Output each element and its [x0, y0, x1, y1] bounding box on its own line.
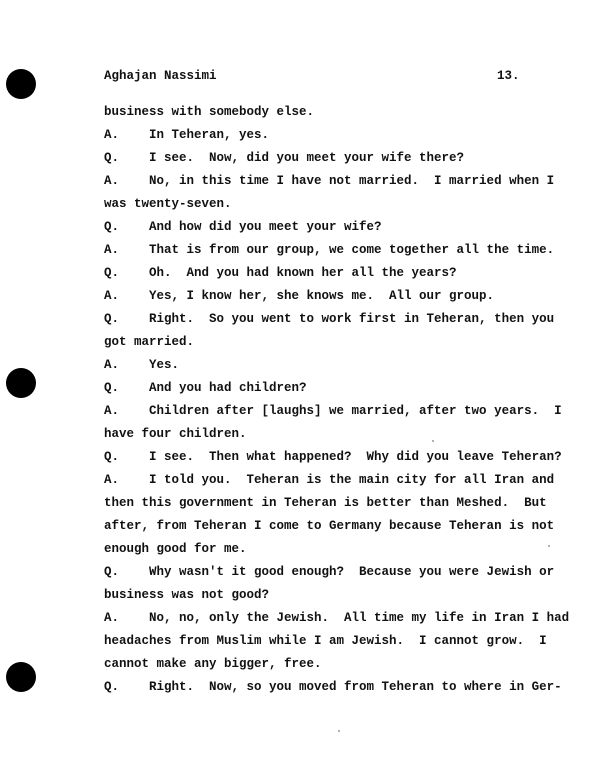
- scan-speck: [432, 440, 434, 442]
- transcript-line: headaches from Muslim while I am Jewish. I cannot grow. I: [104, 634, 547, 648]
- punch-hole-top: [6, 69, 36, 99]
- transcript-line: business was not good?: [104, 588, 270, 602]
- transcript-line: have four children.: [104, 427, 247, 441]
- transcript-line: A. In Teheran, yes.: [104, 128, 270, 142]
- transcript-line: A. Yes.: [104, 358, 180, 372]
- transcript-line: then this government in Teheran is better than Meshed. But: [104, 496, 547, 510]
- transcript-line: Q. I see. Then what happened? Why did you leave Teheran?: [104, 450, 562, 464]
- transcript-line: Q. I see. Now, did you meet your wife there?: [104, 151, 465, 165]
- scan-speck: [338, 730, 340, 732]
- transcript-line: Q. Oh. And you had known her all the years?: [104, 266, 457, 280]
- transcript-line: Q. Why wasn't it good enough? Because you were Jewish or: [104, 565, 555, 579]
- punch-hole-bottom: [6, 662, 36, 692]
- page-number: 13.: [497, 69, 520, 83]
- transcript-line: A. No, no, only the Jewish. All time my life in Iran I had: [104, 611, 570, 625]
- transcript-line: business with somebody else.: [104, 105, 315, 119]
- transcript-line: Q. Right. So you went to work first in Teheran, then you: [104, 312, 555, 326]
- transcript-line: A. That is from our group, we come together all the time.: [104, 243, 555, 257]
- transcript-line: Q. Right. Now, so you moved from Teheran to where in Ger-: [104, 680, 562, 694]
- transcript-line: after, from Teheran I come to Germany because Teheran is not: [104, 519, 555, 533]
- transcript-line: cannot make any bigger, free.: [104, 657, 322, 671]
- scan-speck: [548, 545, 550, 547]
- interviewee-name-header: Aghajan Nassimi: [104, 69, 217, 83]
- transcript-line: A. No, in this time I have not married. I married when I: [104, 174, 555, 188]
- punch-hole-middle: [6, 368, 36, 398]
- transcript-line: Q. And how did you meet your wife?: [104, 220, 382, 234]
- transcript-line: Q. And you had children?: [104, 381, 307, 395]
- transcript-line: enough good for me.: [104, 542, 247, 556]
- transcript-line: A. I told you. Teheran is the main city for all Iran and: [104, 473, 555, 487]
- transcript-line: got married.: [104, 335, 195, 349]
- transcript-line: A. Children after [laughs] we married, after two years. I: [104, 404, 562, 418]
- transcript-line: A. Yes, I know her, she knows me. All our group.: [104, 289, 495, 303]
- transcript-line: was twenty-seven.: [104, 197, 232, 211]
